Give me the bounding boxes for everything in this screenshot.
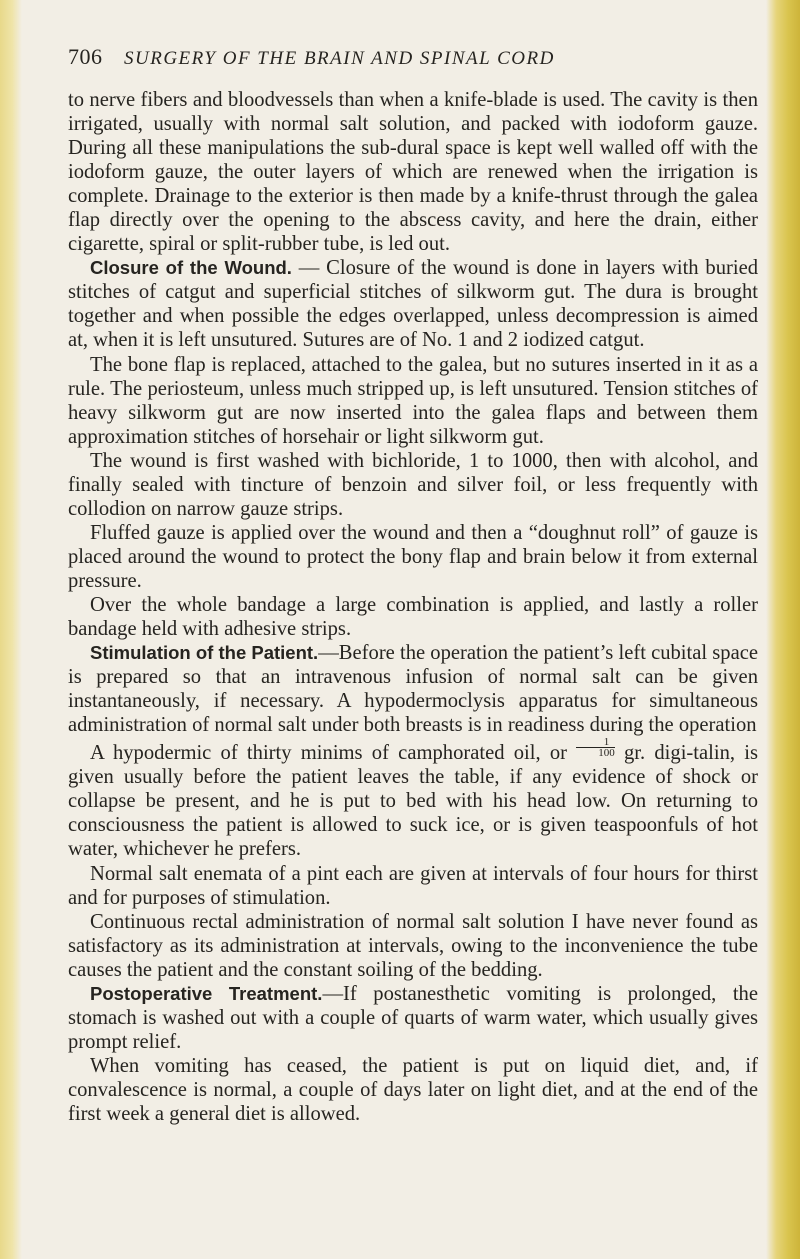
paragraph-1: to nerve fibers and bloodvessels than when a knife-blade is used. The cavity is then irrigated, usually with normal salt solution, and packed with iodoform gauze. During all these manipulations the sub-dural space is kept well walled off with the iodoform gauze, the outer layers of which are renewed when the irrigation is complete. Drainage to the exterior is then made by a knife-thrust through the galea flap directly over the opening to the abscess cavity, and here the drain, either cigarette, spiral or split-rubber tube, is led out. [68, 89, 758, 256]
book-page [68, 46, 758, 1126]
paragraph-closure-text: — Closure of the wound is done in layers with buried stitches of catgut and superficial stitches of silkworm gut. The dura is brought together and when possible the edges overlapped, unless decompression is aimed at, when it is left unsutured. Sutures are of No. 1 and 2 iodized catgut. [68, 257, 759, 352]
fraction-numerator: 1 [576, 737, 615, 748]
paragraph-stimulation [68, 641, 758, 737]
paragraph-8-text-a: A hypodermic of thirty minims of camphorated oil, or [90, 742, 577, 765]
fraction-denominator: 100 [598, 747, 615, 760]
page-edge-left [0, 0, 22, 1259]
paragraph-12: When vomiting has ceased, the patient is put on liquid diet, and, if convalescence is normal, a couple of days later on light diet, and at the end of the first week a general diet is allowed. [68, 1054, 758, 1125]
paragraph-9: Normal salt enemata of a pint each are given at intervals of four hours for thirst and for purposes of stimulation. [68, 862, 758, 909]
page-number: 706 [68, 44, 103, 69]
fraction [576, 737, 615, 758]
page-edge-right [766, 0, 800, 1259]
paragraph-postoperative-text: —If postanesthetic vomiting is prolonged, the stomach is washed out with a couple of quarts of warm water, which usually gives prompt relief. [68, 982, 758, 1053]
paragraph-10: Continuous rectal administration of normal salt solution I have never found as satisfactory as its administration at intervals, owing to the inconvenience the tube causes the patient and the constant soiling of the bedding. [68, 910, 758, 981]
section-heading-postoperative: Postoperative Treatment. [90, 982, 323, 1004]
paragraph-4: The wound is first washed with bichloride, 1 to 1000, then with alcohol, and finally sealed with tincture of benzoin and silver foil, or less frequently with collodion on narrow gauze strips. [68, 449, 758, 520]
paragraph-8-text-b: gr. digi-talin, is given usually before the patient leaves the table, if any evidence of shock or collapse be present, and he is put to bed with his head low. On returning to consciousness the patient is allowed to suck ice, or is given teaspoonfuls of hot water, whichever he prefers. [68, 742, 758, 861]
paragraph-3: The bone flap is replaced, attached to the galea, but no sutures inserted in it as a rule. The periosteum, unless much stripped up, is left unsutured. Tension stitches of heavy silkworm gut are now inserted into the galea flaps and between them approximation stitches of horsehair or light silkworm gut. [68, 353, 758, 448]
paragraph-stimulation-text: —Before the operation the patient’s left cubital space is prepared so that an intravenous infusion of normal salt can be given instantaneously, if necessary. A hypodermoclysis apparatus for simultaneous administration of normal salt under both breasts is in readiness during the operation [68, 642, 758, 737]
section-heading-stimulation: Stimulation of the Patient. [90, 642, 319, 664]
running-header [68, 46, 758, 88]
paragraph-5: Fluffed gauze is applied over the wound and then a “doughnut roll” of gauze is placed around the wound to protect the bony flap and brain below it from external pressure. [68, 521, 758, 592]
section-heading-closure: Closure of the Wound. [90, 257, 292, 279]
paragraph-6: Over the whole bandage a large combination is applied, and lastly a roller bandage held with adhesive strips. [68, 593, 758, 641]
paragraph-postoperative [68, 982, 758, 1054]
paragraph-closure [68, 256, 758, 352]
running-title: SURGERY OF THE BRAIN AND SPINAL CORD [124, 48, 555, 69]
paragraph-8 [68, 737, 758, 861]
page-body [68, 88, 758, 1126]
